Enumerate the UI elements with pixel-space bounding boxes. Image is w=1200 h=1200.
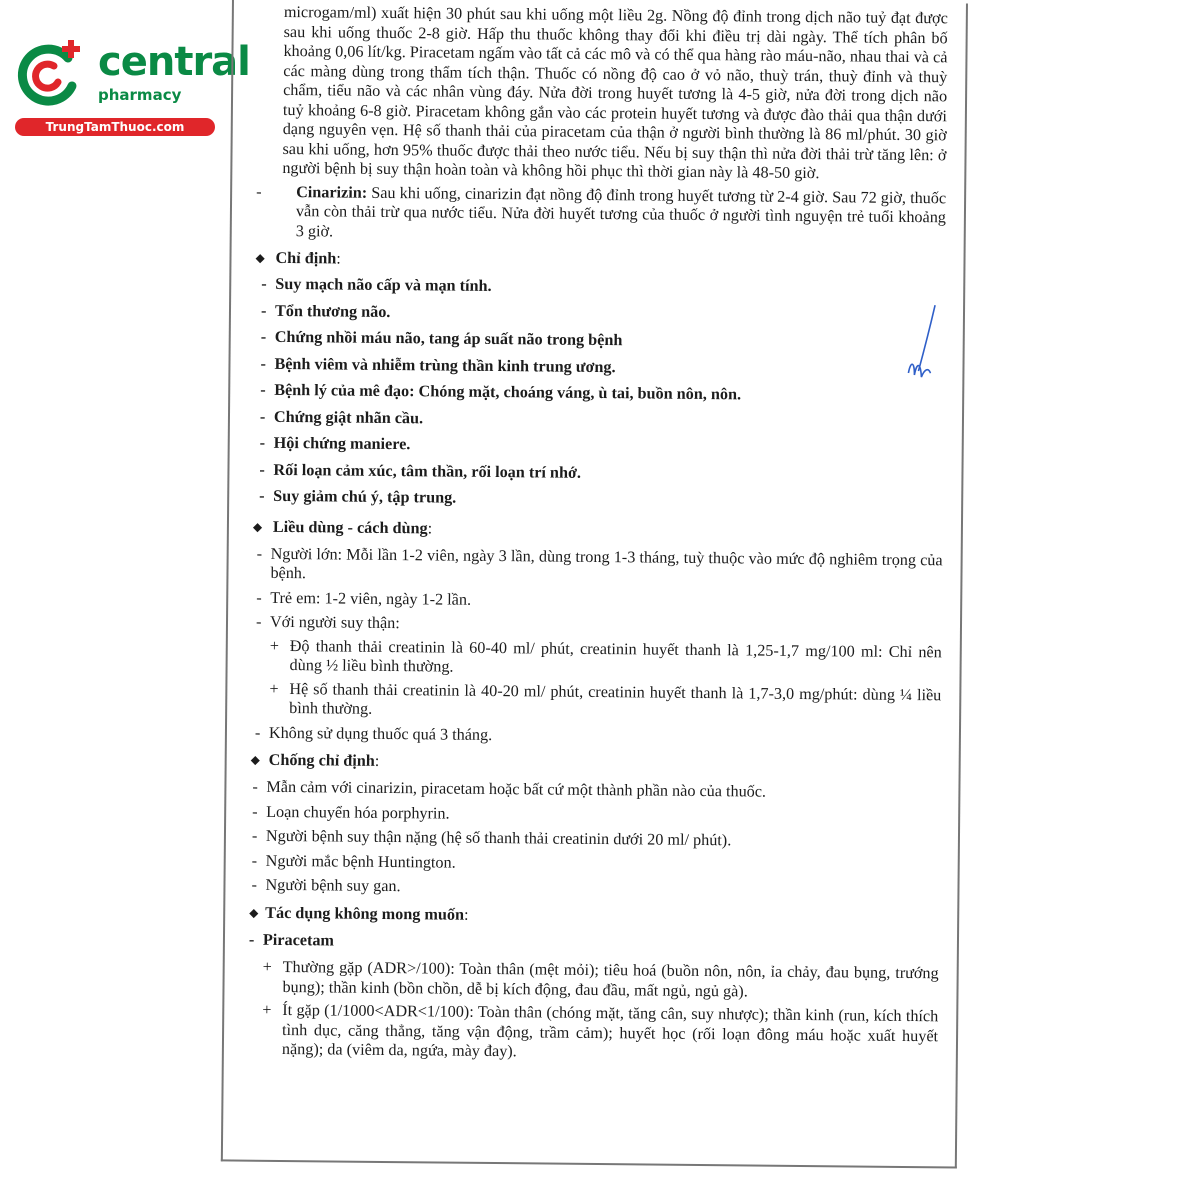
logo-sub: pharmacy (98, 86, 182, 104)
dosage-renal: - Với người suy thận: (255, 612, 400, 633)
dosage-list (251, 544, 943, 749)
cinarizin-text: Sau khi uống, cinarizin đạt nồng độ đỉnh trong huyết tương từ 2-4 giờ. Sau 72 giờ, thuốc vẫn còn thải trừ qua nước tiểu. Nửa đời huyết tương của thuốc ở người tình nguyện trẻ tuổi khoảng 3 giờ. (295, 183, 947, 240)
indications-heading: ◆ Chỉ định: (255, 248, 341, 268)
list-item: - Tổn thương não. (260, 301, 391, 321)
side-effects-heading: ◆ Tác dụng không mong muốn: (249, 903, 469, 924)
list-item: - Người bệnh suy thận nặng (hệ số thanh thải creatinin dưới 20 ml/ phút). (251, 826, 732, 850)
dosage-title: Liều dùng - cách dùng (272, 517, 428, 537)
list-item: - Hội chứng maniere. (259, 433, 411, 454)
list-item: - Bệnh lý của mê đạo: Chóng mặt, choáng váng, ù tai, buồn nôn, nôn. (260, 380, 742, 404)
diamond-bullet-icon: ◆ (255, 250, 265, 265)
contraindications-title: Chống chỉ định (268, 750, 375, 770)
indications-title: Chỉ định (275, 248, 337, 268)
dosage-heading: ◆ Liều dùng - cách dùng: (252, 517, 433, 537)
side-effects-list (248, 930, 939, 1066)
document-page (221, 0, 968, 1168)
list-item: - Suy mạch não cấp và mạn tính. (261, 274, 492, 295)
contraindications-list (249, 778, 940, 902)
list-item: - Loạn chuyển hóa porphyrin. (252, 802, 450, 823)
logo-url: TrungTamThuoc.com (15, 118, 215, 136)
cinarizin-label: Cinarizin: (296, 182, 368, 202)
list-item: - Chứng nhồi máu não, tang áp suất não trong bệnh (260, 327, 623, 350)
dosage-renal-sub: + Độ thanh thải creatinin là 60-40 ml/ phút, creatinin huyết thanh là 1,25-1,7 mg/100 ml: Chỉ nên dùng ½ liều bình thường. (269, 636, 942, 676)
list-item: - Chứng giật nhãn cầu. (259, 407, 424, 427)
dosage-adult: - Người lớn: Mỗi lần 1-2 viên, ngày 3 lần, dùng trong 1-3 tháng, tuỳ thuộc vào mức độ nghiêm trọng của bệnh. (256, 544, 943, 583)
diamond-bullet-icon: ◆ (250, 752, 260, 767)
list-item: - Rối loạn cảm xúc, tâm thần, rối loạn trí nhớ. (259, 460, 582, 482)
document-content (248, 3, 948, 1066)
cinarizin-paragraph: - Cinarizin: Sau khi uống, cinarizin đạt nồng độ đỉnh trong huyết tương từ 2-4 giờ. Sau 72 giờ, thuốc vẫn còn thải trừ qua nước tiểu. Nửa đời huyết tương của thuốc ở người tình nguyện trẻ tuổi khoảng 3 giờ. (256, 182, 947, 240)
list-item: - Suy giảm chú ý, tập trung. (259, 486, 457, 507)
list-item: - Mẫn cảm với cinarizin, piracetam hoặc bất cứ một thành phần nào của thuốc. (252, 777, 767, 801)
list-item: - Người bệnh suy gan. (251, 875, 401, 896)
indications-list (253, 271, 945, 516)
logo-mark-icon (10, 36, 90, 116)
side-effects-sub: + Ít gặp (1/1000<ADR<1/100): Toàn thân (chóng mặt, tăng cân, suy nhược); thần kinh (run, kích thích tình dục, căng thẳng, tăng vận động, trầm cảm); huyết học (rối loạn đông máu hoặc xuất huyết nặng); da (viêm da, ngứa, mày đay). (262, 1000, 939, 1061)
diamond-bullet-icon: ◆ (249, 905, 259, 920)
side-effects-drug: - Piracetam (248, 930, 335, 949)
list-item: - Bệnh viêm và nhiễm trùng thần kinh trung ương. (260, 354, 616, 376)
piracetam-pharmacokinetics: microgam/ml) xuất hiện 30 phút sau khi uống một liều 2g. Nồng độ đỉnh trong dịch não tuỷ đạt được sau khi uống thuốc 2-8 giờ. Hấp thu thuốc không thay đổi khi điều trị dài ngày. Thể tích phân bố khoảng 0,06 lít/kg. Piracetam ngấm vào tất cả các mô và có thể qua hàng rào máu-não, nhau thai và cả các màng dùng trong thẩm tích thận. Thuốc có nồng độ cao ở vỏ não, thuỳ trán, thuỳ đỉnh và thuỳ chẩm, tiểu não và các nhân vùng đáy. Nửa đời trong huyết tương là 4-5 giờ, nửa đời trong dịch não tuỷ khoảng 6-8 giờ. Piracetam không gắn vào các protein huyết tương và được đào thải qua thận dưới dạng nguyên vẹn. Hệ số thanh thải của piracetam của thận ở người bình thường là 86 ml/phút. 30 giờ sau khi uống, hơn 95% thuốc được thải theo nước tiểu. Nếu bị suy thận thì nửa đời thải trừ tăng lên: ở người bệnh bị suy thận hoàn toàn và không hồi phục thì thời gian này là 48-50 giờ. (282, 2, 948, 183)
central-pharmacy-logo (10, 36, 250, 136)
logo-name: central (98, 39, 250, 85)
list-item: - Người mắc bệnh Huntington. (251, 851, 456, 872)
side-effects-sub: + Thường gặp (ADR>/100): Toàn thân (mệt mỏi); tiêu hoá (buồn nôn, nôn, ỉa chảy, đau bụng, trướng bụng); thần kinh (bồn chồn, dễ bị kích động, đau đầu, mất ngủ, ngủ gà). (262, 957, 939, 1000)
side-effects-title: Tác dụng không mong muốn (265, 903, 465, 924)
dosage-renal-sub: + Hệ số thanh thải creatinin là 40-20 ml/ phút, creatinin huyết thanh là 1,7-3,0 mg/phút: dùng ¼ liều bình thường. (269, 679, 942, 718)
contraindications-heading: ◆ Chống chỉ định: (250, 750, 380, 770)
diamond-bullet-icon: ◆ (252, 519, 263, 534)
dosage-limit: - Không sử dụng thuốc quá 3 tháng. (254, 723, 493, 744)
dosage-child: - Trẻ em: 1-2 viên, ngày 1-2 lần. (256, 588, 472, 609)
